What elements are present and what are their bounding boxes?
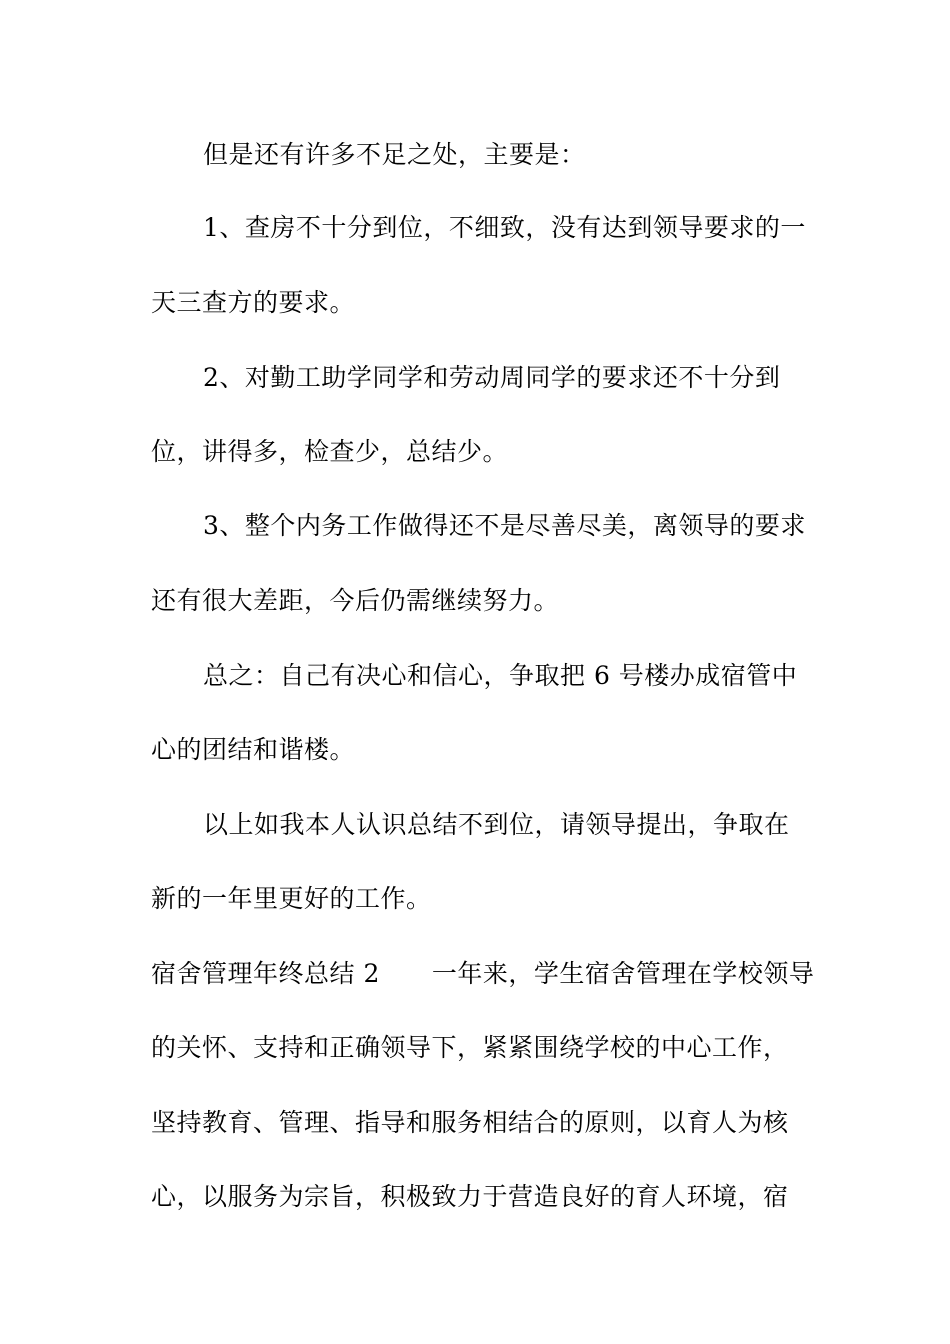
paragraph-line: 3、整个内务工作做得还不是尽善尽美，离领导的要求: [203, 511, 806, 540]
paragraph-line: 2、对勤工助学同学和劳动周同学的要求还不十分到: [203, 363, 781, 392]
paragraph-line: 但是还有许多不足之处，主要是：: [203, 140, 586, 169]
paragraph-line: 1、查房不十分到位，不细致，没有达到领导要求的一: [203, 213, 806, 242]
paragraph-line: 心，以服务为宗旨，积极致力于营造良好的育人环境，宿: [151, 1182, 789, 1211]
paragraph-line: 总之：自己有决心和信心，争取把 6 号楼办成宿管中: [203, 661, 798, 690]
paragraph-text: 一年来，学生宿舍管理在学校领导: [431, 959, 815, 988]
paragraph-line: 天三查方的要求。: [151, 288, 356, 317]
paragraph-line: 还有很大差距，今后仍需继续努力。: [151, 586, 560, 615]
paragraph-line: 的关怀、支持和正确领导下，紧紧围绕学校的中心工作，: [151, 1033, 789, 1062]
section-heading: 宿舍管理年终总结 2: [151, 959, 380, 988]
paragraph-line: 位，讲得多，检查少，总结少。: [151, 437, 509, 466]
section-heading-line: [151, 959, 815, 989]
paragraph-line: 以上如我本人认识总结不到位，请领导提出，争取在: [203, 810, 790, 839]
paragraph-line: 新的一年里更好的工作。: [151, 884, 432, 913]
paragraph-line: 坚持教育、管理、指导和服务相结合的原则，以育人为核: [151, 1108, 789, 1137]
paragraph-line: 心的团结和谐楼。: [151, 735, 356, 764]
